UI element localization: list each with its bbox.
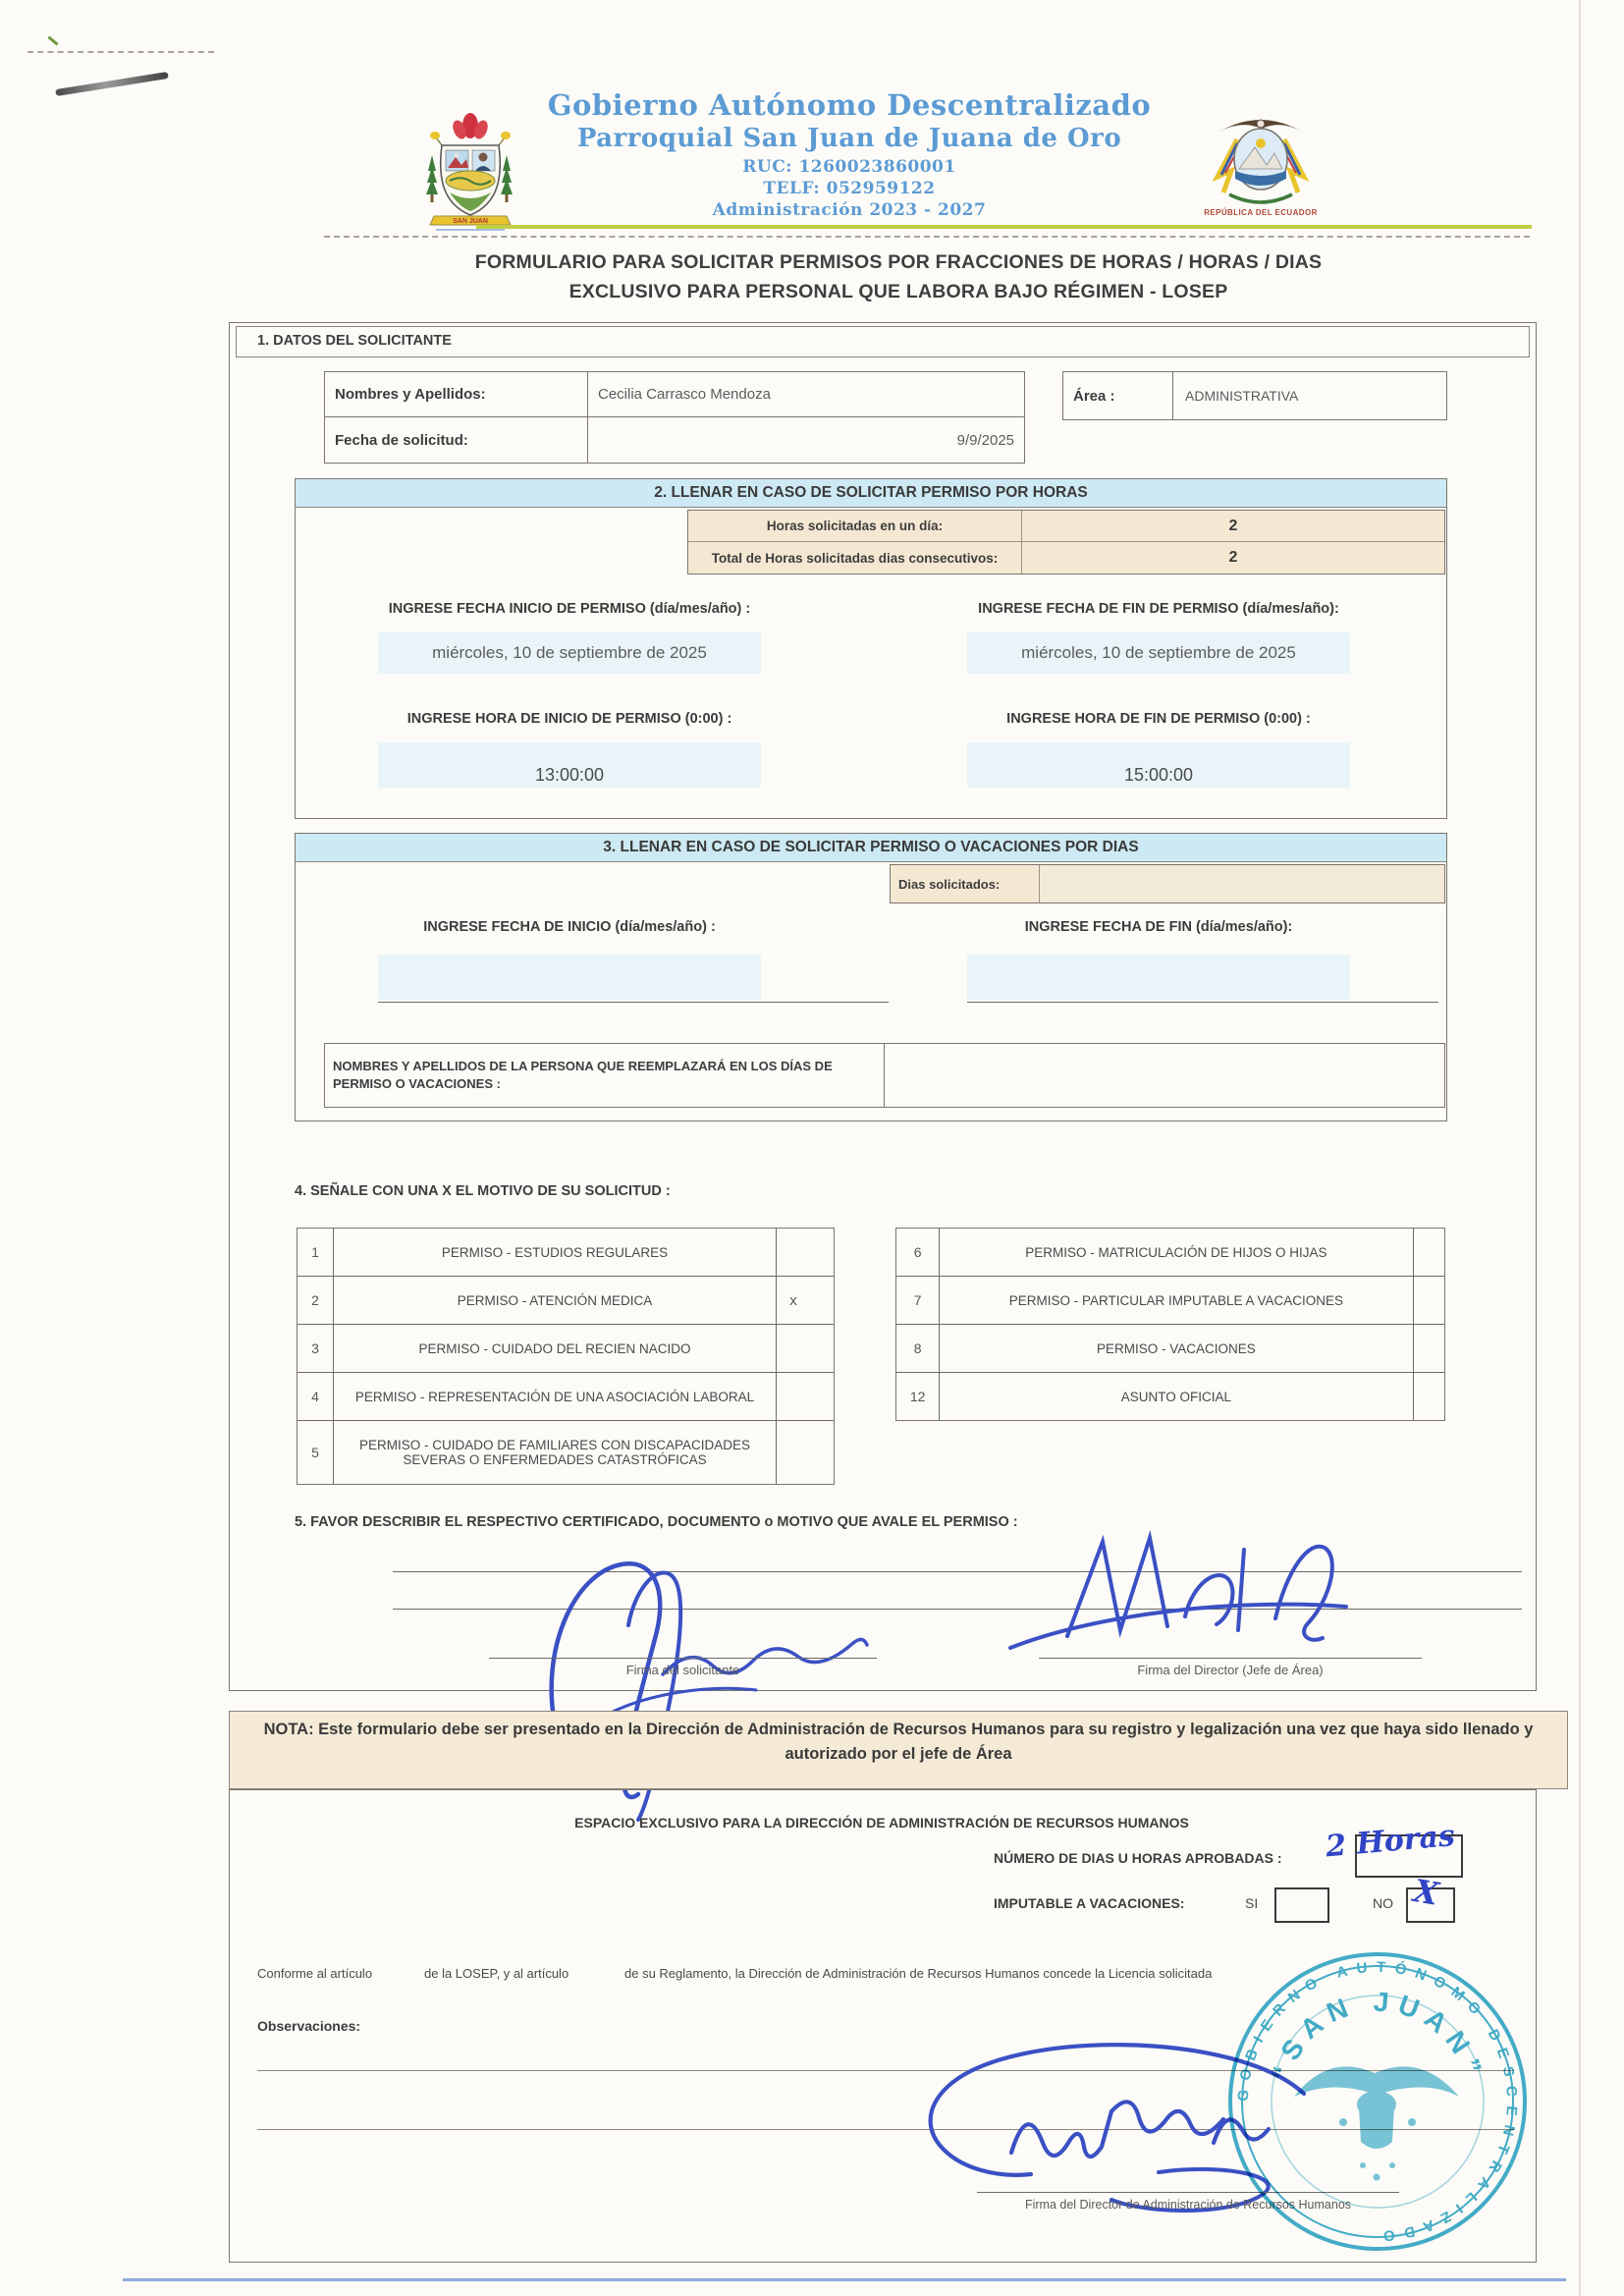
motive-checkbox[interactable] [776,1373,810,1420]
section2-heading: 2. LLENAR EN CASO DE SOLICITAR PERMISO POR HORAS [296,479,1446,508]
motive-row [298,1325,834,1373]
motive-label: PERMISO - CUIDADO DEL RECIEN NACIDO [418,1340,691,1356]
motive-label: PERMISO - ESTUDIOS REGULARES [441,1244,669,1260]
applicant-table [324,371,1025,464]
org-name-line1: Gobierno Autónomo Descentralizado [547,88,1152,122]
permit-end-time-label: INGRESE HORA DE FIN DE PERMISO (0:00) : [1006,711,1311,727]
motive-checkbox[interactable] [776,1421,810,1484]
motive-label: PERMISO - PARTICULAR IMPUTABLE A VACACIONES [1008,1292,1344,1308]
motive-label: PERMISO - CUIDADO DE FAMILIARES CON DISCAPACIDADES SEVERAS O ENFERMEDADES CATASTRÓFICAS [358,1438,751,1467]
section1-heading: 1. DATOS DEL SOLICITANTE [257,333,452,349]
applicant-signature-line [489,1658,877,1659]
area-label: Área : [1063,372,1173,419]
institutional-stamp [1225,1949,1530,2254]
motive-row [896,1277,1444,1325]
article-text-part2: de la LOSEP, y al artículo [424,1966,569,1981]
motives-table-right [895,1228,1445,1421]
imputable-label: IMPUTABLE A VACACIONES: [994,1895,1185,1911]
vacation-end-date-underline [967,955,1438,1003]
org-ruc: RUC: 1260023860001 [742,157,956,177]
nota-box [229,1711,1568,1789]
replacement-row [324,1043,1445,1108]
area-table [1062,371,1447,420]
imputable-no-label: NO [1373,1895,1393,1911]
form-title-line1: FORMULARIO PARA SOLICITAR PERMISOS POR FRACCIONES DE HORAS / HORAS / DIAS [474,251,1323,273]
permit-end-date-label: INGRESE FECHA DE FIN DE PERMISO (día/mes/año): [978,601,1339,617]
motive-checkbox[interactable] [1413,1277,1444,1324]
area-value[interactable]: ADMINISTRATIVA [1185,388,1299,404]
motive-row [298,1277,834,1325]
hours-total-label: Total de Horas solicitadas dias consecutivos: [688,542,1022,574]
applicant-signature-label: Firma del solicitante [625,1663,740,1677]
administration-highlight-line [476,225,1532,229]
motive-label: PERMISO - ATENCIÓN MEDICA [457,1292,653,1308]
org-administration: Administración 2023 - 2027 [712,200,987,220]
motive-checkbox[interactable] [1413,1325,1444,1372]
org-name-line2: Parroquial San Juan de Juana de Oro [576,124,1122,153]
days-requested-label: Dias solicitados: [891,865,1040,902]
imputable-no-x-mark: X [1410,1872,1441,1913]
motive-num: 1 [298,1229,334,1276]
stamp-name-text: “SAN JUAN” [1265,1986,1490,2086]
article-text-part1: Conforme al artículo [257,1966,373,1981]
motive-num: 6 [896,1229,940,1276]
motive-checkbox[interactable] [1413,1229,1444,1276]
nota-text: Este formulario debe ser presentado en la Dirección de Administración de Recursos Humanos para su registro y legalización una vez que haya sido llenado y autorizado por el jefe de Área [318,1721,1534,1763]
form-title-line2: EXCLUSIVO PARA PERSONAL QUE LABORA BAJO RÉGIMEN - LOSEP [568,281,1228,302]
motive-row [896,1373,1444,1420]
days-requested-value[interactable] [1040,865,1444,902]
days-requested-bar [890,864,1445,903]
motives-table-left [297,1228,835,1485]
motive-num: 3 [298,1325,334,1372]
org-logo-banner-text: SAN JUAN [453,218,488,225]
permit-start-time-label: INGRESE HORA DE INICIO DE PERMISO (0:00) : [406,711,732,727]
request-date-value[interactable]: 9/9/2025 [956,431,1014,449]
motive-num: 5 [298,1421,334,1484]
hours-day-label: Horas solicitadas en un día: [688,511,1022,542]
area-director-signature [997,1501,1360,1667]
motive-label: PERMISO - VACACIONES [1097,1340,1256,1356]
section3-heading: 3. LLENAR EN CASO DE SOLICITAR PERMISO O VACACIONES POR DIAS [296,834,1446,862]
motive-row [298,1229,834,1277]
vacation-end-date-field[interactable] [967,955,1350,1000]
motive-num: 7 [896,1277,940,1324]
stamp-ring-text: GOBIERNO AUTÓNOMO DESCENTRALIZADO [1234,1958,1521,2245]
scan-bottom-blue-line [123,2278,1566,2281]
request-date-label: Fecha de solicitud: [325,417,588,463]
stamp-condor-emblem [1294,2066,1459,2180]
org-logo [412,110,528,240]
page-edge-line [1579,0,1581,2296]
ecuador-coat-of-arms [1210,108,1312,206]
motive-checkbox[interactable]: x [776,1277,810,1324]
motive-row [298,1373,834,1421]
permit-start-date-field[interactable]: miércoles, 10 de septiembre de 2025 [378,632,761,674]
permit-end-time-field[interactable]: 15:00:00 [967,742,1350,788]
imputable-yes-checkbox[interactable] [1274,1887,1329,1923]
motive-num: 4 [298,1373,334,1420]
pencil-mark [55,72,169,96]
motive-checkbox[interactable] [776,1229,810,1276]
motive-row [298,1421,834,1484]
motive-label: PERMISO - REPRESENTACIÓN DE UNA ASOCIACIÓN LABORAL [354,1389,755,1404]
vacation-start-date-underline [378,955,889,1003]
motive-num: 12 [896,1373,940,1420]
motive-num: 8 [896,1325,940,1372]
section5-heading: 5. FAVOR DESCRIBIR EL RESPECTIVO CERTIFICADO, DOCUMENTO o MOTIVO QUE AVALE EL PERMISO : [295,1514,1018,1530]
hours-table [687,510,1445,574]
names-label: Nombres y Apellidos: [325,372,588,417]
observations-label: Observaciones: [257,2018,361,2034]
org-telf: TELF: 052959122 [763,179,936,198]
approved-hours-handwriting: 2 Horas [1324,1818,1457,1865]
motive-row [896,1325,1444,1373]
hours-day-value[interactable]: 2 [1022,511,1444,542]
permit-start-date-label: INGRESE FECHA INICIO DE PERMISO (día/mes/año) : [388,601,751,617]
vacation-end-date-label: INGRESE FECHA DE FIN (día/mes/año): [1024,919,1293,935]
motive-num: 2 [298,1277,334,1324]
imputable-yes-label: SI [1245,1895,1259,1911]
article-text-part3: de su Reglamento, la Dirección de Administración de Recursos Humanos concede la Licencia solicitada [624,1966,1213,1981]
approved-hours-label: NÚMERO DE DIAS U HORAS APROBADAS : [994,1850,1282,1866]
area-director-signature-line [1039,1658,1422,1659]
area-director-signature-label: Firma del Director (Jefe de Área) [1137,1663,1324,1677]
green-scan-mark [47,35,58,45]
ecuador-logo-caption: REPÚBLICA DEL ECUADOR [1204,208,1318,217]
permit-start-time-field[interactable]: 13:00:00 [378,742,761,788]
motive-checkbox[interactable] [776,1325,810,1372]
motive-label: ASUNTO OFICIAL [1120,1389,1232,1404]
section4-heading: 4. SEÑALE CON UNA X EL MOTIVO DE SU SOLICITUD : [295,1183,671,1199]
header-divider [324,236,1530,238]
hr-section-heading: ESPACIO EXCLUSIVO PARA LA DIRECCIÓN DE ADMINISTRACIÓN DE RECURSOS HUMANOS [574,1815,1189,1831]
replacement-value[interactable] [885,1044,1444,1107]
names-value[interactable]: Cecilia Carrasco Mendoza [588,372,1024,417]
vacation-start-date-field[interactable] [378,955,761,1000]
motive-checkbox[interactable] [1413,1373,1444,1420]
hr-director-signature-label: Firma del Director de Administración de Recursos Humanos [1024,2198,1352,2212]
motive-row [896,1229,1444,1277]
permit-end-date-field[interactable]: miércoles, 10 de septiembre de 2025 [967,632,1350,674]
nota-label: NOTA: [263,1721,314,1738]
replacement-label: NOMBRES Y APELLIDOS DE LA PERSONA QUE REEMPLAZARÁ EN LOS DÍAS DE PERMISO O VACACIONES : [325,1044,885,1107]
vacation-start-date-label: INGRESE FECHA DE INICIO (día/mes/año) : [423,919,716,935]
motive-label: PERMISO - MATRICULACIÓN DE HIJOS O HIJAS [1025,1244,1327,1260]
hours-total-value[interactable]: 2 [1022,542,1444,574]
